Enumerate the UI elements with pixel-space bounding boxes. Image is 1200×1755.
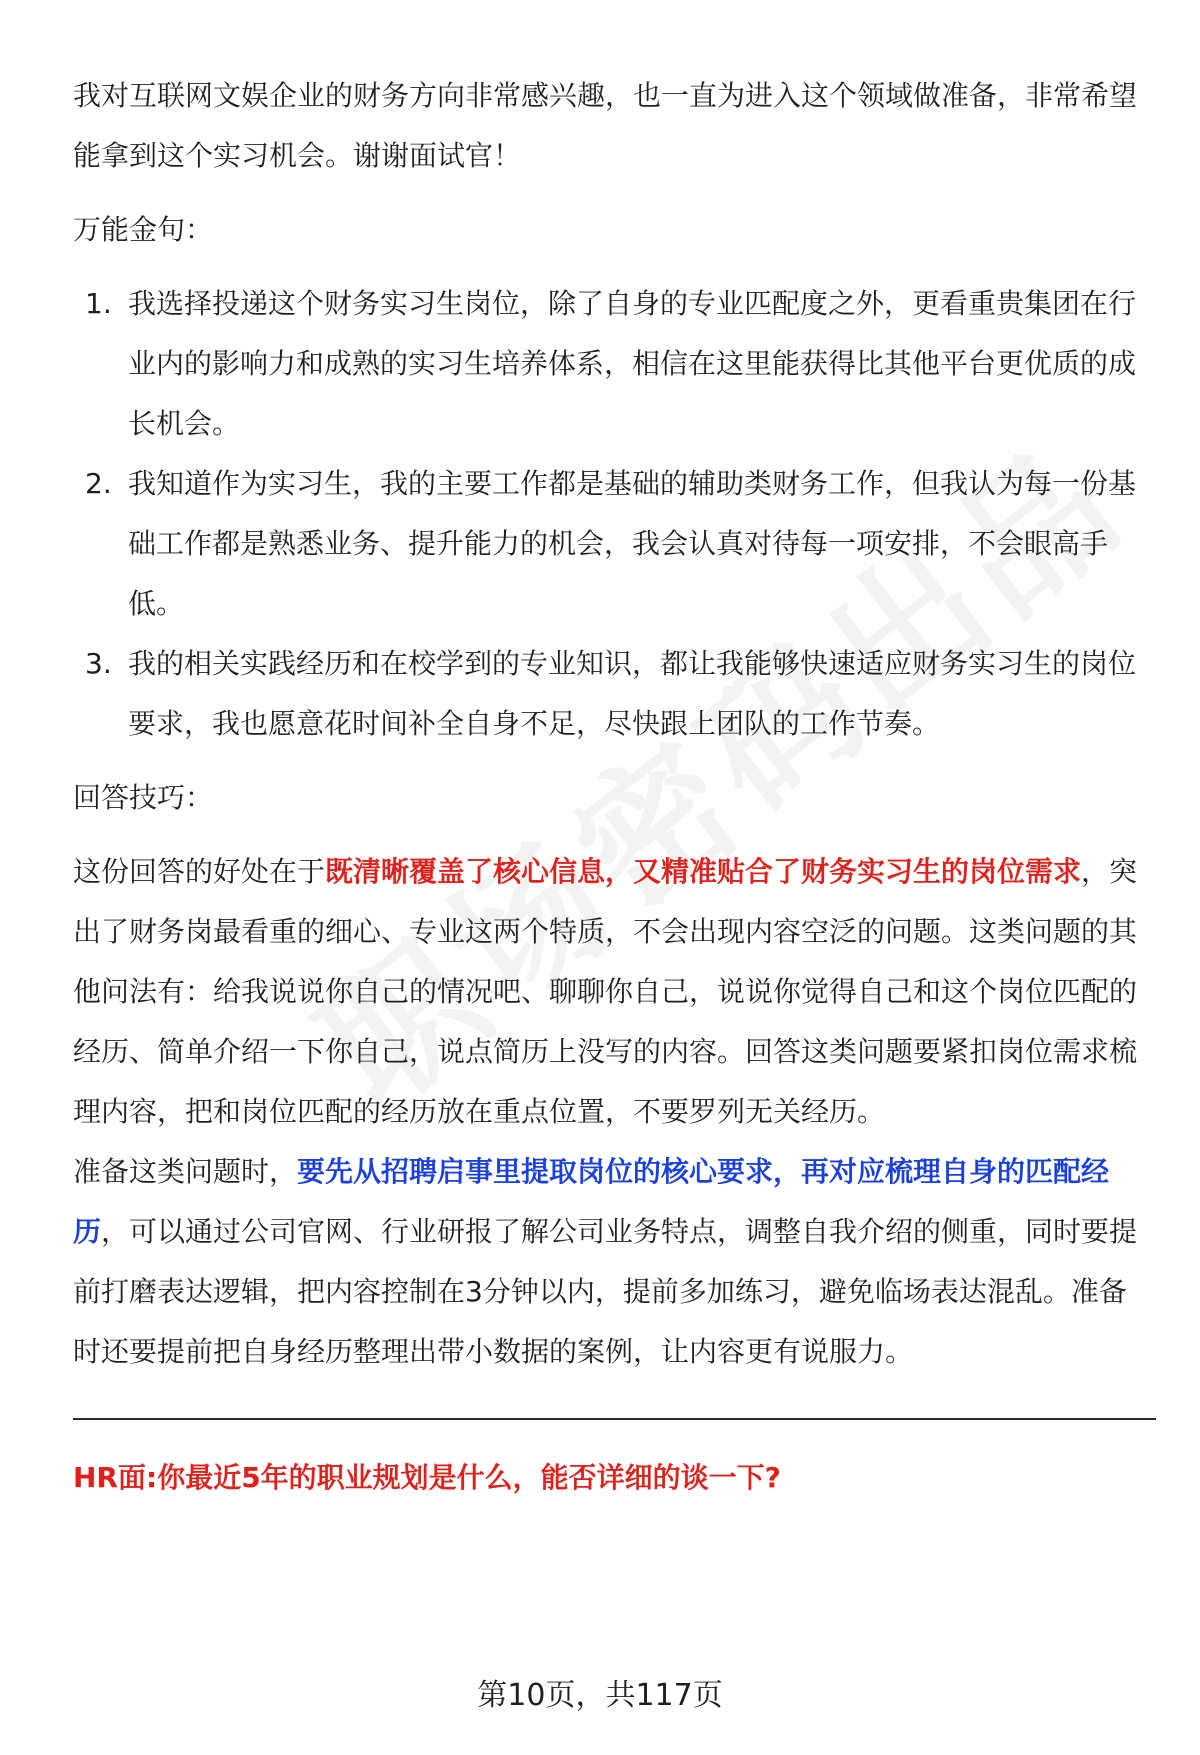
tips-paragraph-2 bbox=[73, 1142, 1148, 1382]
list-item-text: 我选择投递这个财务实习生岗位，除了自身的专业匹配度之外，更看重贵集团在行业内的影响力和成熟的实习生培养体系，相信在这里能获得比其他平台更优质的成长机会。 bbox=[128, 287, 1137, 440]
tips-p2-after: ，可以通过公司官网、行业研报了解公司业务特点，调整自我介绍的侧重，同时要提前打磨表达逻辑，把内容控制在3分钟以内，提前多加练习，避免临场表达混乱。准备时还要提前把自身经历整理出带小数据的案例，让内容更有说服力。 bbox=[73, 1215, 1138, 1368]
page-number: 第10页，共117页 bbox=[477, 1678, 723, 1713]
tips-p1-before: 这份回答的好处在于 bbox=[73, 855, 326, 888]
tips-label: 回答技巧： bbox=[73, 781, 214, 814]
golden-sentences-list bbox=[73, 274, 1148, 754]
list-item bbox=[73, 634, 1148, 754]
list-item-number: 2. bbox=[85, 467, 112, 500]
next-question-heading: HR面:你最近5年的职业规划是什么，能否详细的谈一下? bbox=[73, 1461, 781, 1494]
list-item-text: 我的相关实践经历和在校学到的专业知识，都让我能够快速适应财务实习生的岗位要求，我也愿意花时间补全自身不足，尽快跟上团队的工作节奏。 bbox=[128, 647, 1137, 740]
golden-sentences-label: 万能金句： bbox=[73, 213, 214, 246]
page-content bbox=[73, 66, 1148, 1508]
tips-p1-after: ，突出了财务岗最看重的细心、专业这两个特质，不会出现内容空泛的问题。这类问题的其他问法有：给我说说你自己的情况吧、聊聊你自己，说说你觉得自己和这个岗位匹配的经历、简单介绍一下你自己，说点简历上没写的内容。回答这类问题要紧扣岗位需求梳理内容，把和岗位匹配的经历放在重点位置，不要罗列无关经历。 bbox=[73, 855, 1138, 1128]
section-divider bbox=[73, 1418, 1156, 1420]
list-item-text: 我知道作为实习生，我的主要工作都是基础的辅助类财务工作，但我认为每一份基础工作都是熟悉业务、提升能力的机会，我会认真对待每一项安排，不会眼高手低。 bbox=[128, 467, 1137, 620]
tips-p2-highlight: 要先从招聘启事里提取岗位的核心要求，再对应梳理自身的匹配经历 bbox=[73, 1155, 1110, 1248]
list-item bbox=[73, 454, 1148, 634]
intro-paragraph: 我对互联网文娱企业的财务方向非常感兴趣，也一直为进入这个领域做准备，非常希望能拿到这个实习机会。谢谢面试官！ bbox=[73, 79, 1138, 172]
tips-p2-before: 准备这类问题时， bbox=[73, 1155, 298, 1188]
tips-paragraph-1 bbox=[73, 842, 1148, 1142]
list-item bbox=[73, 274, 1148, 454]
list-item-number: 3. bbox=[85, 647, 112, 680]
tips-p1-highlight: 既清晰覆盖了核心信息，又精准贴合了财务实习生的岗位需求 bbox=[325, 855, 1082, 888]
list-item-number: 1. bbox=[85, 287, 112, 320]
